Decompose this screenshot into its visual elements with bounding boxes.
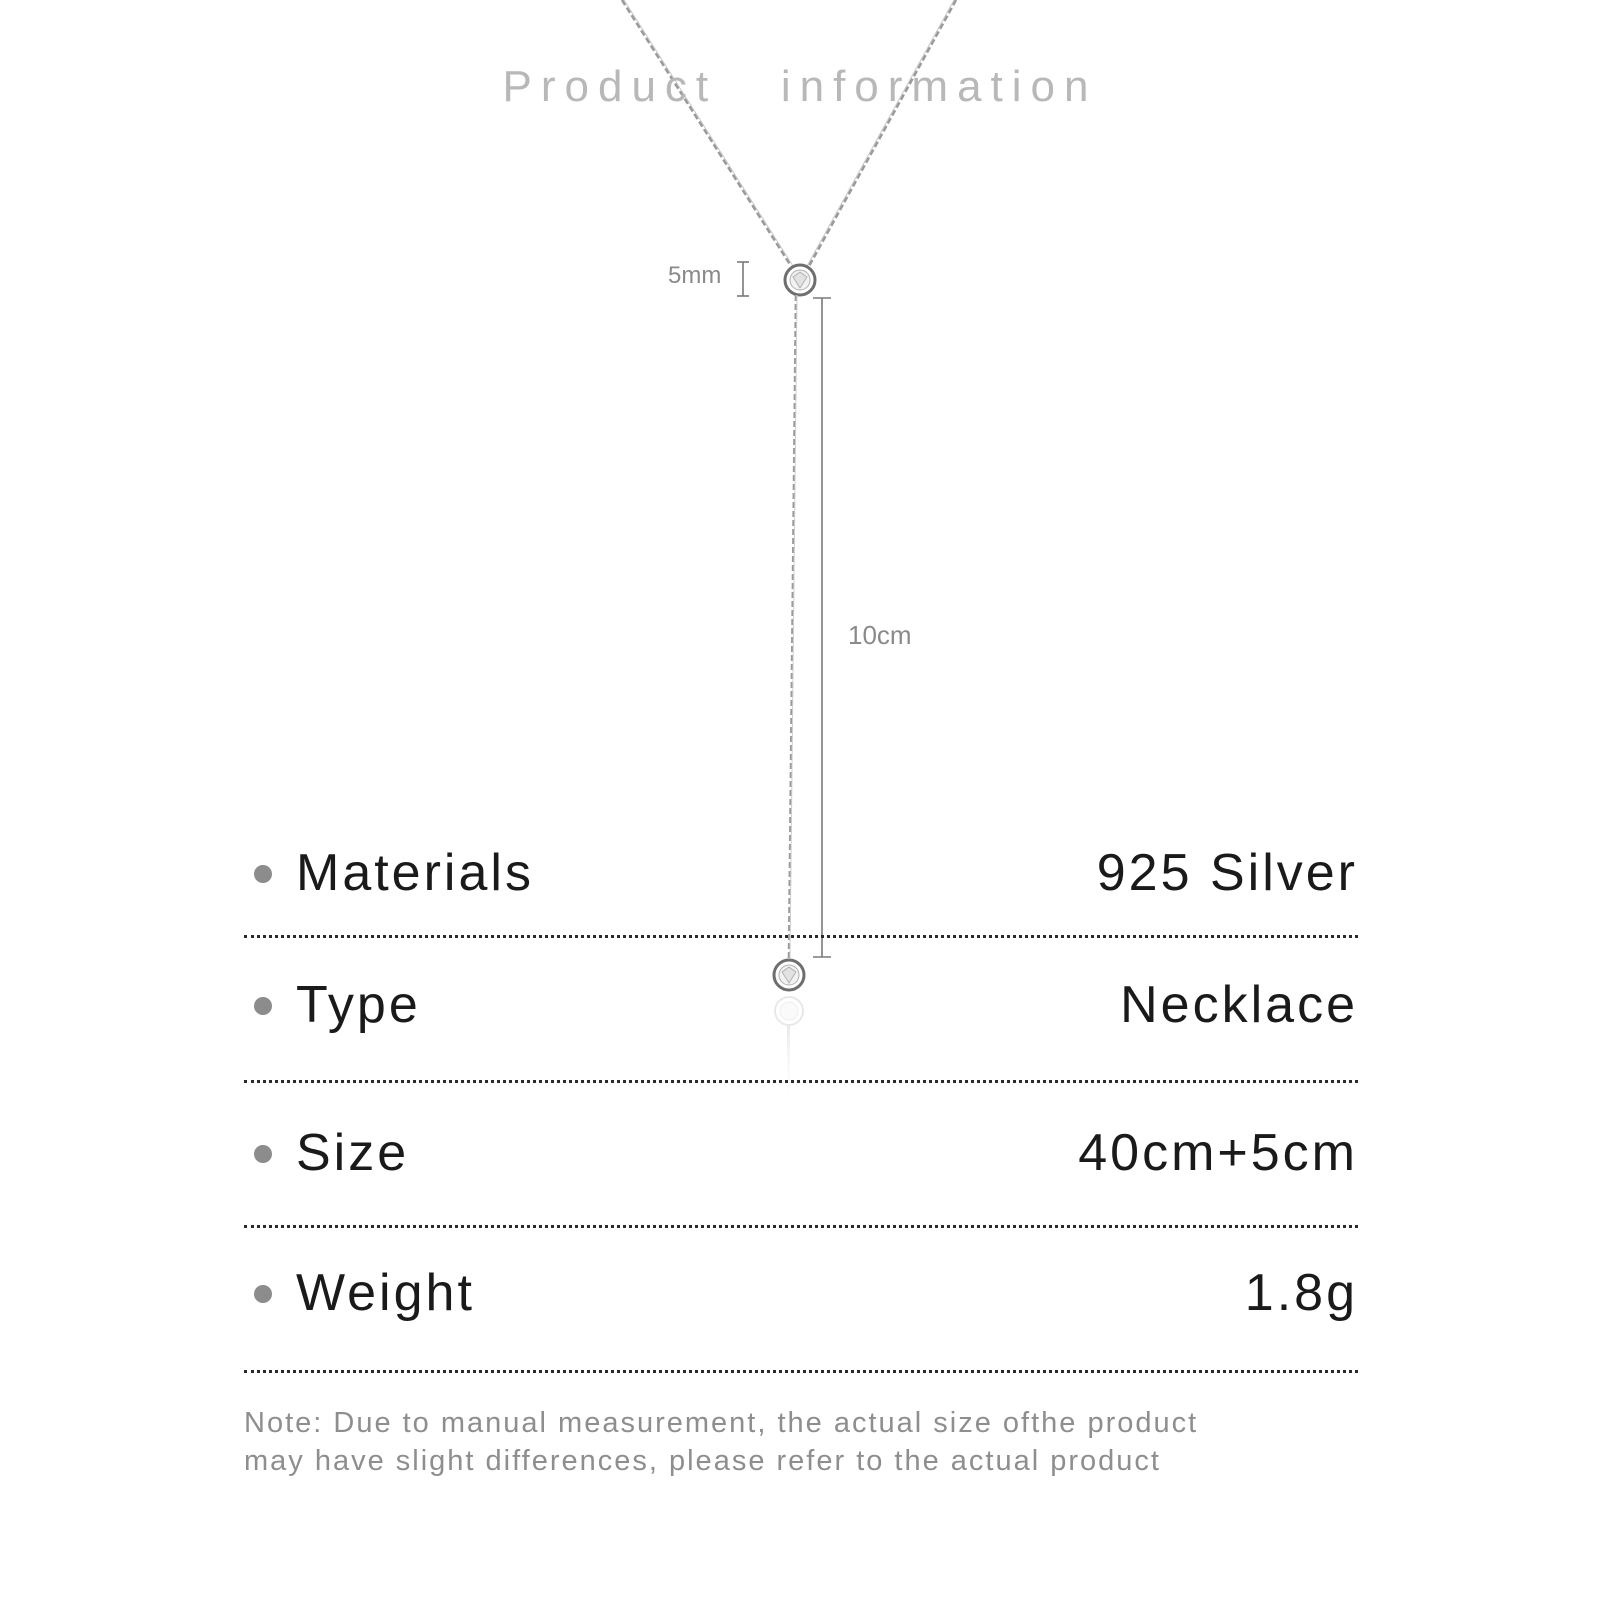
- spec-label: Size: [296, 1124, 410, 1182]
- page-title: Product information: [502, 62, 1098, 111]
- divider: [244, 935, 1358, 938]
- spec-label: Type: [296, 976, 421, 1034]
- spec-value: Necklace: [1120, 976, 1358, 1034]
- note-line-1: Note: Due to manual measurement, the actual size ofthe product: [244, 1407, 1199, 1439]
- dimension-5mm-bracket: [737, 262, 749, 296]
- spec-label: Weight: [296, 1264, 475, 1322]
- bullet-icon: [254, 865, 272, 883]
- spec-value: 40cm+5cm: [1078, 1124, 1358, 1182]
- spec-row-type: [244, 970, 1358, 1040]
- pendant-height-label: 5mm: [668, 262, 722, 289]
- bullet-icon: [254, 997, 272, 1015]
- divider: [244, 1080, 1358, 1083]
- drop-length-label: 10cm: [848, 620, 912, 650]
- bullet-icon: [254, 1145, 272, 1163]
- bullet-icon: [254, 1285, 272, 1303]
- spec-value: 1.8g: [1244, 1264, 1358, 1322]
- divider: [244, 1225, 1358, 1228]
- spec-row-weight: [244, 1258, 1358, 1328]
- spec-value: 925 Silver: [1096, 844, 1358, 902]
- note-line-2: may have slight differences, please refer to the actual product: [244, 1445, 1161, 1477]
- spec-label: Materials: [296, 844, 534, 902]
- top-pendant-icon: [785, 265, 815, 295]
- spec-row-materials: [244, 838, 1358, 908]
- measurement-note: [244, 1404, 1394, 1480]
- chain-left: [622, 0, 793, 266]
- divider: [244, 1370, 1358, 1373]
- spec-row-size: [244, 1118, 1358, 1188]
- chain-right: [807, 0, 956, 266]
